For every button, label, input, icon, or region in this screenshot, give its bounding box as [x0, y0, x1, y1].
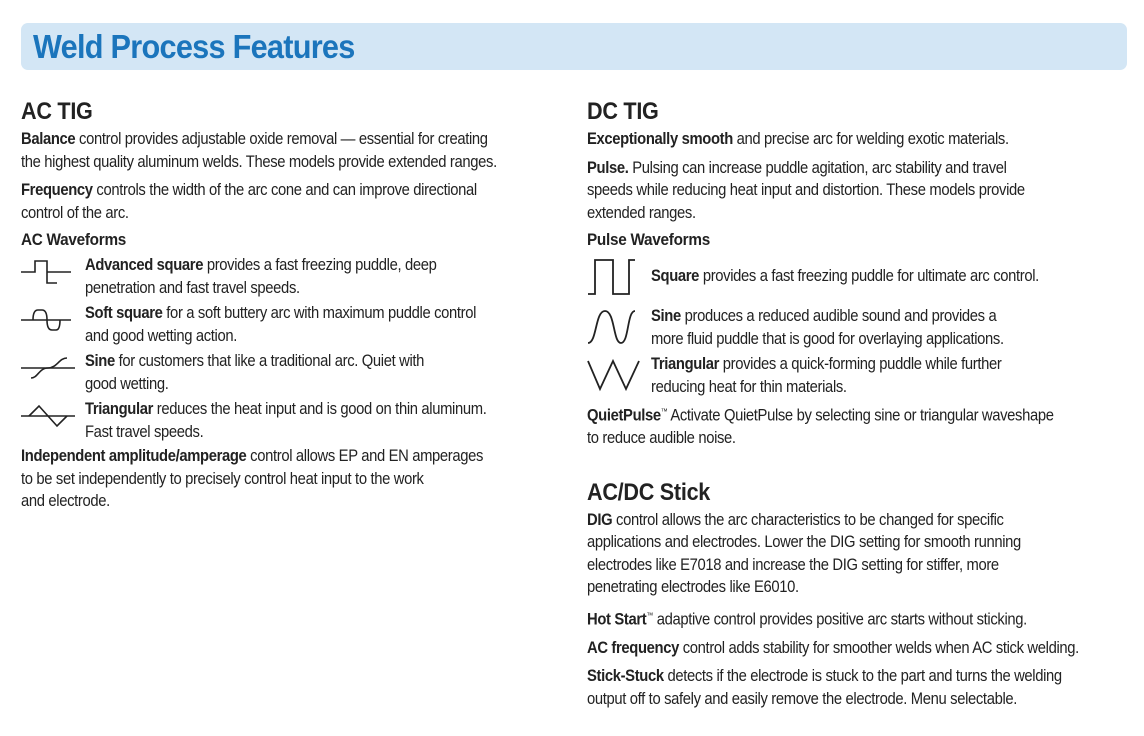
square-pulse-bold: Square — [651, 266, 700, 285]
pulse-line1: Pulsing can increase puddle agitation, arc stability and travel — [628, 157, 1007, 177]
triangular-pulse-line1: provides a quick-forming puddle while further — [719, 354, 1002, 373]
quietpulse-paragraph — [587, 401, 1135, 450]
list-item — [587, 353, 1135, 401]
balance-paragraph — [21, 128, 561, 173]
advanced-square-line2: penetration and fast travel speeds. — [85, 277, 300, 297]
ac-frequency-line1: control adds stability for smoother welds when AC stick welding. — [678, 637, 1079, 657]
dig-line2: applications and electrodes. Lower the DIG setting for smooth running — [587, 532, 1021, 552]
quietpulse-line2: to reduce audible noise. — [587, 428, 736, 448]
triangular-pulse-bold: Triangular — [651, 354, 720, 373]
triangular-line2: Fast travel speeds. — [85, 421, 204, 441]
soft-square-wave-icon — [21, 305, 71, 335]
dc-tig-section — [587, 96, 1135, 710]
pulse-bold: Pulse. — [587, 157, 629, 177]
sine-pulse-bold: Sine — [651, 306, 681, 325]
independent-paragraph — [21, 445, 561, 513]
list-item — [21, 254, 561, 302]
frequency-paragraph — [21, 179, 561, 224]
dc-tig-heading: DC TIG — [587, 98, 659, 125]
dig-bold: DIG — [587, 509, 613, 529]
sine-bold: Sine — [85, 351, 115, 370]
triangular-line1: reduces the heat input and is good on thin aluminum. — [153, 399, 487, 418]
dig-line1: control allows the arc characteristics to be changed for specific — [612, 509, 1004, 529]
advanced-square-line1: provides a fast freezing puddle, deep — [203, 255, 437, 274]
pulse-line2: speeds while reducing heat input and distortion. These models provide — [587, 180, 1025, 199]
soft-square-line1: for a soft buttery arc with maximum puddle control — [162, 303, 477, 322]
triangular-pulse-line2: reducing heat for thin materials. — [651, 376, 847, 396]
hot-start-trademark: ™ — [646, 610, 653, 620]
triangular-pulse-wave-icon — [587, 355, 643, 395]
sine-wave-icon — [21, 353, 75, 383]
hot-start-bold: Hot Start — [587, 609, 647, 629]
triangular-bold: Triangular — [85, 399, 154, 418]
ac-tig-heading: AC TIG — [21, 98, 93, 125]
dig-paragraph — [587, 509, 1135, 599]
list-item — [21, 398, 561, 446]
stick-stuck-line1: detects if the electrode is stuck to the part and turns the welding — [663, 666, 1062, 686]
list-item — [587, 305, 1135, 353]
pulse-paragraph — [587, 157, 1135, 225]
quietpulse-line1: Activate QuietPulse by selecting sine or triangular waveshape — [667, 405, 1054, 425]
triangular-wave-icon — [21, 401, 75, 431]
square-pulse-line1: provides a fast freezing puddle for ultimate arc control. — [699, 266, 1039, 285]
quietpulse-trademark: ™ — [660, 407, 668, 416]
frequency-bold: Frequency — [21, 180, 93, 199]
sine-pulse-line2: more fluid puddle that is good for overlaying applications. — [651, 328, 1004, 348]
independent-line3: and electrode. — [21, 491, 110, 510]
balance-line1: control provides adjustable oxide removal — essential for creating — [75, 129, 488, 148]
soft-square-bold: Soft square — [85, 303, 163, 322]
list-item — [21, 350, 561, 398]
ac-dc-stick-heading: AC/DC Stick — [587, 478, 711, 506]
stick-stuck-line2: output off to safely and easily remove the electrode. Menu selectable. — [587, 688, 1018, 708]
smooth-line1: and precise arc for welding exotic materials. — [732, 129, 1009, 148]
advanced-square-wave-icon — [21, 257, 71, 287]
list-item — [587, 265, 1135, 305]
balance-line2: the highest quality aluminum welds. These models provide extended ranges. — [21, 151, 497, 171]
pulse-line3: extended ranges. — [587, 202, 696, 222]
stick-stuck-paragraph — [587, 665, 1135, 710]
independent-bold: Independent amplitude/amperage — [21, 446, 247, 465]
ac-waveforms-heading: AC Waveforms — [21, 230, 127, 249]
pulse-waveforms-heading: Pulse Waveforms — [587, 230, 710, 249]
dig-line4: penetrating electrodes like E6010. — [587, 577, 799, 597]
ac-frequency-bold: AC frequency — [587, 637, 679, 657]
sine-pulse-wave-icon — [587, 307, 639, 347]
hot-start-line1: adaptive control provides positive arc starts without sticking. — [652, 609, 1027, 629]
list-item — [21, 302, 561, 350]
balance-bold: Balance — [21, 129, 76, 148]
smooth-bold: Exceptionally smooth — [587, 129, 733, 148]
square-pulse-wave-icon — [587, 257, 639, 297]
title-banner — [21, 23, 1127, 70]
dig-line3: electrodes like E7018 and increase the DIG setting for stiffer, more — [587, 554, 999, 574]
stick-stuck-bold: Stick-Stuck — [587, 666, 664, 686]
frequency-line2: control of the arc. — [21, 202, 129, 222]
page-title: Weld Process Features — [33, 28, 355, 65]
quietpulse-bold: QuietPulse — [587, 405, 661, 425]
ac-tig-section — [21, 96, 561, 513]
frequency-line1: controls the width of the arc cone and can improve directional — [92, 180, 477, 199]
sine-line2: good wetting. — [85, 373, 169, 393]
sine-pulse-line1: produces a reduced audible sound and provides a — [680, 306, 997, 325]
advanced-square-bold: Advanced square — [85, 255, 204, 274]
independent-line1: control allows EP and EN amperages — [246, 446, 484, 465]
soft-square-line2: and good wetting action. — [85, 325, 237, 345]
independent-line2: to be set independently to precisely control heat input to the work — [21, 468, 424, 488]
sine-line1: for customers that like a traditional arc. Quiet with — [114, 351, 425, 370]
